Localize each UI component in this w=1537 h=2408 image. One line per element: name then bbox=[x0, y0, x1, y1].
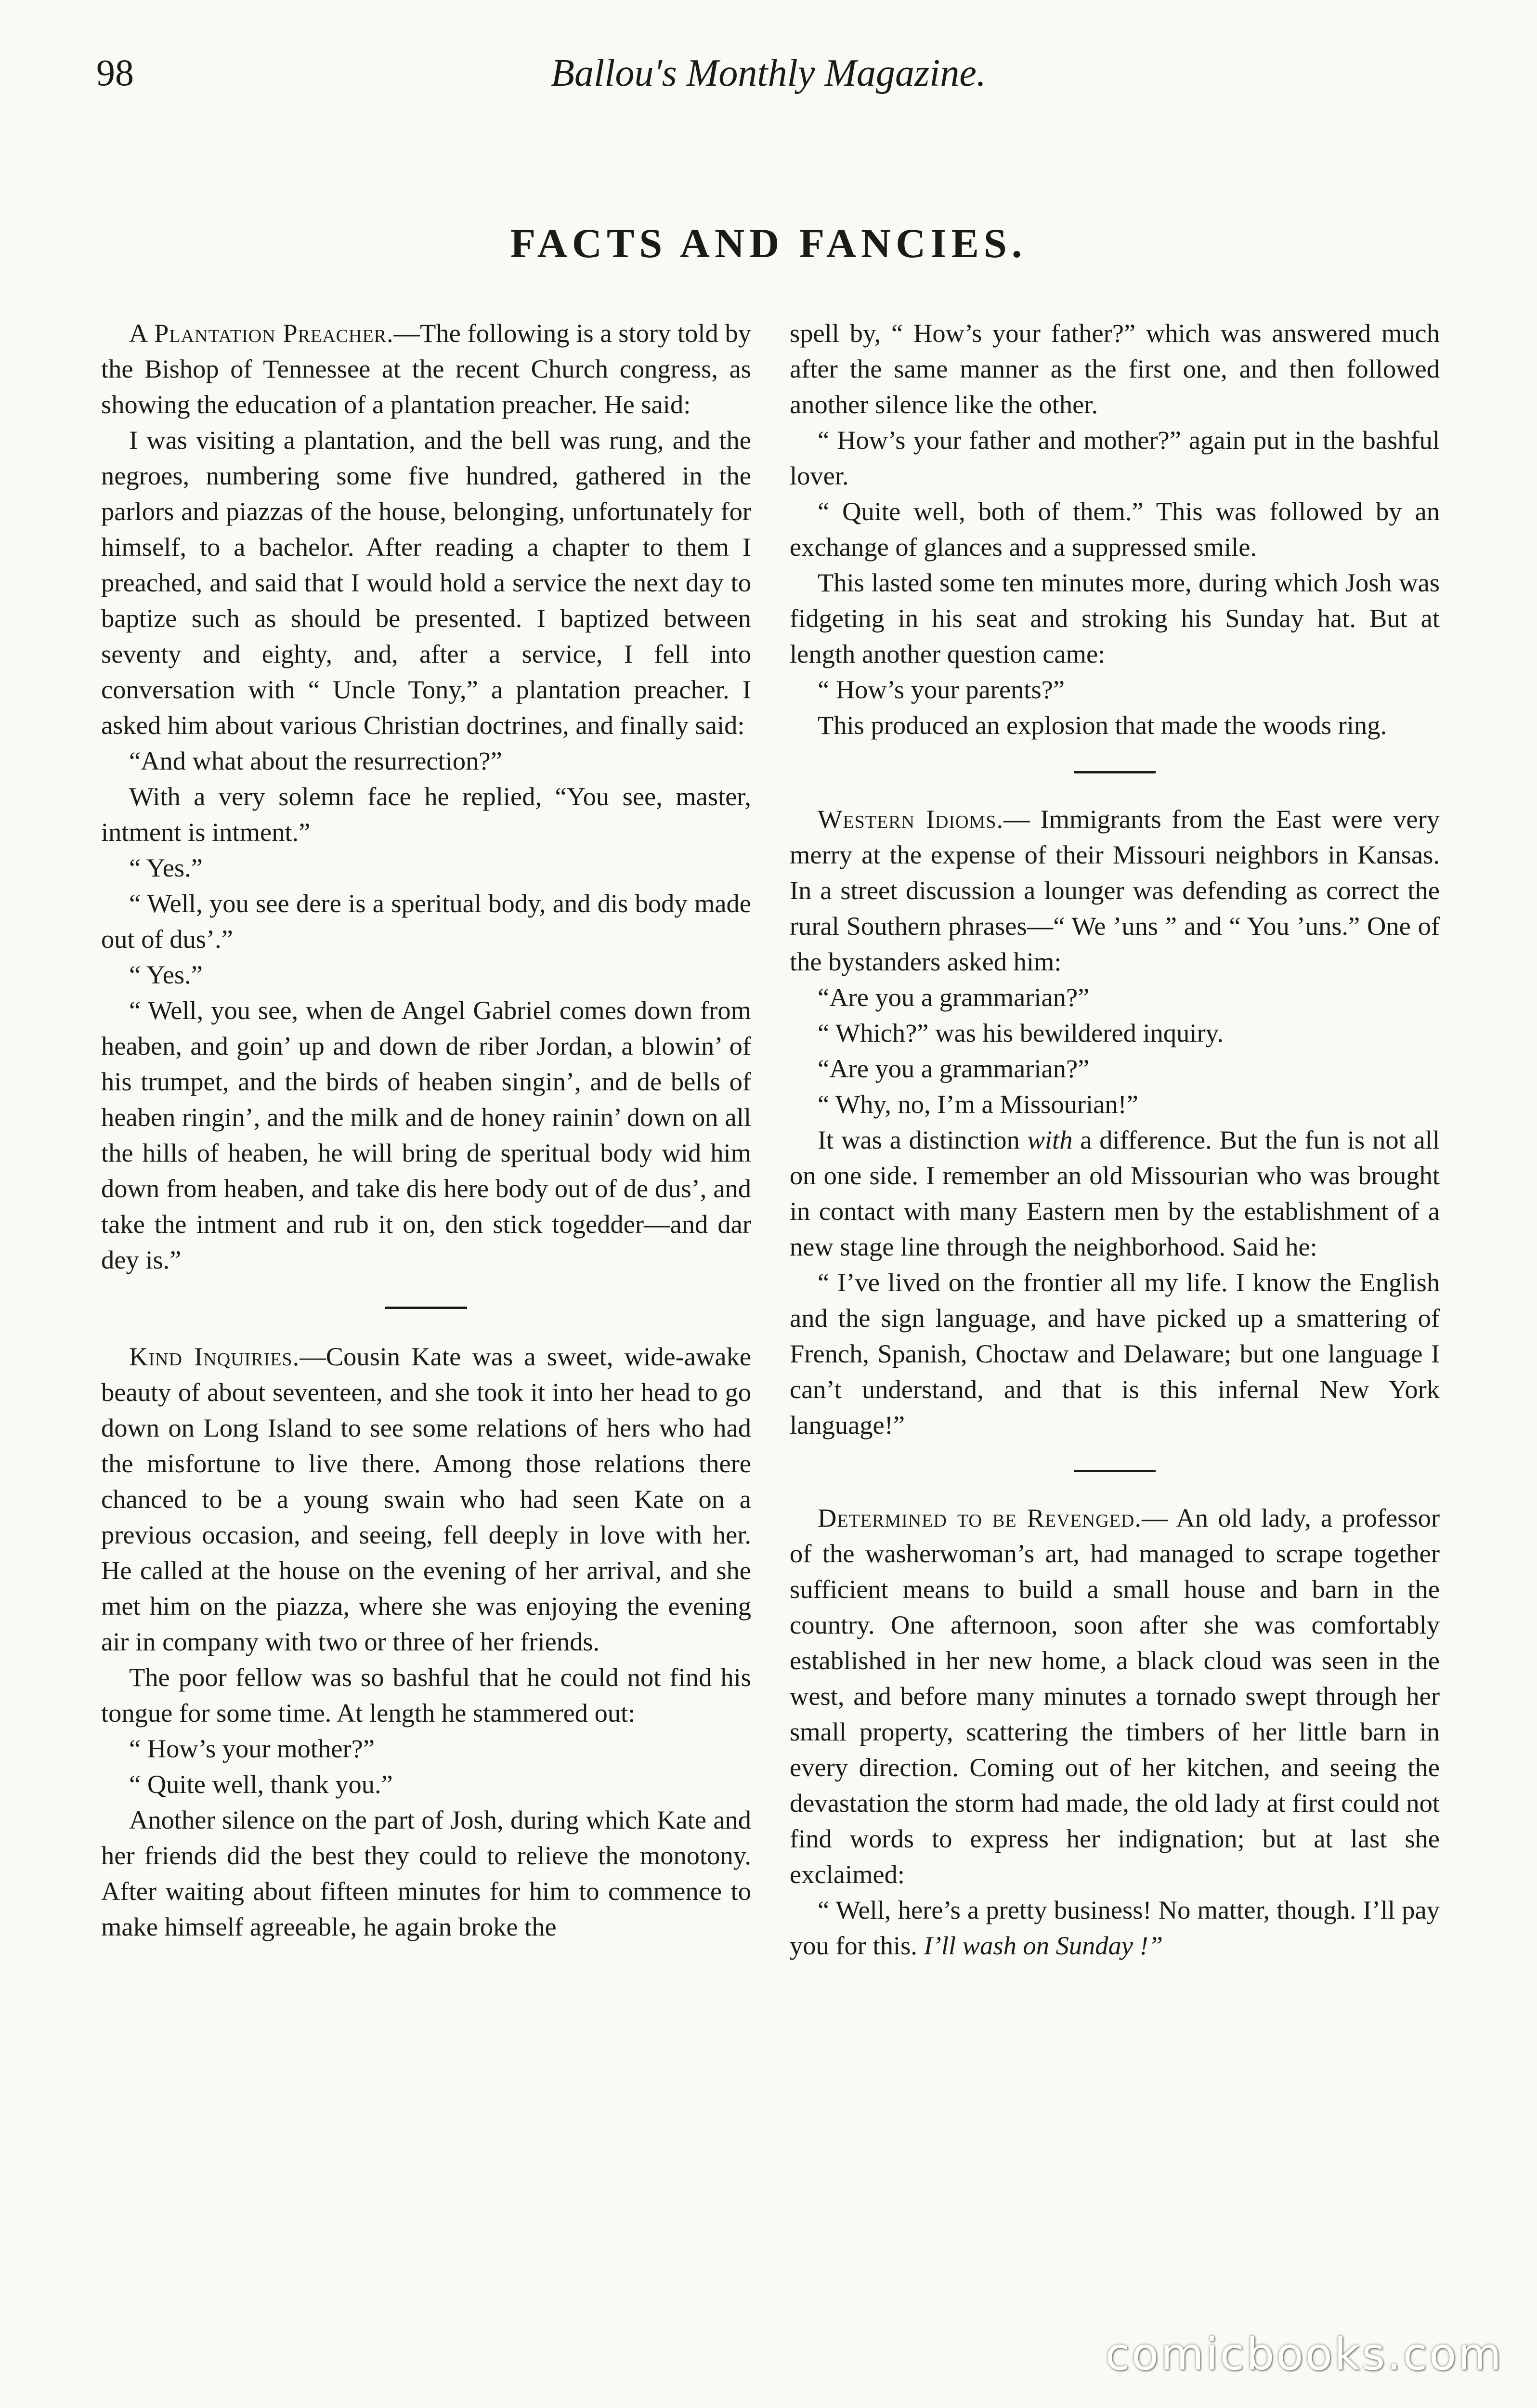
text-run: a difference. But the fun is not all on one side. I remember an old Missourian who was brought in contact with many Eastern men by the establishment of a new stage line through the neighborhood. Said he: bbox=[790, 1125, 1440, 1261]
article-text: — An old lady, a professor of the washerwoman’s art, had managed to scrape together sufficient means to build a small house and barn in the country. One afternoon, soon after she was comfortably established in her new home, a black cloud was seen in the west, and before many minutes a tornado swept through her small property, scattering the timbers of her little barn in every direction. Coming out of her kitchen, and seeing the devastation the storm had made, the old lady at first could not find words to express her indignation; but at last she exclaimed: bbox=[790, 1503, 1440, 1889]
paragraph: “And what about the resurrection?” bbox=[129, 746, 502, 775]
paragraph: “ How’s your parents?” bbox=[818, 675, 1065, 704]
right-column bbox=[790, 315, 1440, 1963]
paragraph: “ Quite well, both of them.” This was followed by an exchange of glances and a suppressed smile. bbox=[790, 497, 1440, 562]
paragraph: “Are you a grammarian?” bbox=[818, 1054, 1090, 1083]
paragraph: I was visiting a plantation, and the bell was rung, and the negroes, numbering some five hundred, gathered in the parlors and piazzas of the house, belonging, unfortunately for himself, to a bachelor. After reading a chapter to them I preached, and said that I would hold a service the next day to baptize such as should be presented. I baptized between seventy and eighty, and, after a service, I fell into conversation with “ Uncle Tony,” a plantation preacher. I asked him about various Christian doctrines, and finally said: bbox=[101, 425, 751, 740]
article-heading: A Plantation Preacher. bbox=[129, 318, 394, 348]
article-plantation-preacher-intro bbox=[101, 315, 751, 422]
article-text: —Cousin Kate was a sweet, wide-awake beauty of about seventeen, and she took it into her head to go down on Long Island to see some relations of hers who had the misfortune to live there. Among those relations there chanced to be a young swain who had seen Kate on a previous occasion, and seeing, fell deeply in love with her. He called at the house on the evening of her arrival, and she met him on the piazza, where she was enjoying the evening air in company with two or three of her friends. bbox=[101, 1342, 752, 1656]
paragraph: Another silence on the part of Josh, during which Kate and her friends did the best they could to relieve the monotony. After waiting about fifteen minutes for him to commence to make himself agreeable, he again broke the bbox=[101, 1805, 751, 1941]
paragraph: The poor fellow was so bashful that he could not find his tongue for some time. At length he stammered out: bbox=[101, 1662, 751, 1727]
paragraph: This produced an explosion that made the woods ring. bbox=[818, 710, 1387, 740]
paragraph: This lasted some ten minutes more, during which Josh was fidgeting in his seat and stroking his Sunday hat. But at length another question came: bbox=[790, 568, 1440, 668]
paragraph: “ Why, no, I’m a Missourian!” bbox=[818, 1089, 1138, 1119]
section-title: FACTS AND FANCIES. bbox=[510, 220, 1027, 266]
paragraph: “ Yes.” bbox=[129, 960, 203, 989]
emphasis: I’ll wash on Sunday !” bbox=[924, 1931, 1163, 1960]
article-western-idioms-intro bbox=[790, 801, 1440, 980]
paragraph bbox=[790, 1892, 1440, 1963]
article-heading: Kind Inquiries. bbox=[129, 1342, 300, 1371]
left-column bbox=[101, 315, 751, 1945]
paragraph: “ How’s your father and mother?” again put in the bashful lover. bbox=[790, 425, 1440, 490]
text-run: “ Well, here’s a pretty business! No matter, though. I’ll pay you for this. bbox=[790, 1895, 1440, 1960]
article-text: — Immigrants from the East were very merry at the expense of their Missouri neighbors in Kansas. In a street discussion a lounger was defending as correct the rural Southern phrases—“ We ’uns ” and “ You ’uns.” One of the bystanders asked him: bbox=[790, 804, 1440, 976]
page-number: 98 bbox=[96, 52, 134, 93]
section-divider bbox=[385, 1307, 467, 1309]
paragraph: “ Yes.” bbox=[129, 853, 203, 882]
paragraph: “ Well, you see, when de Angel Gabriel comes down from heaben, and goin’ up and down de riber Jordan, a blowin’ of his trumpet, and the birds of heaben singin’, and de bells of heaben ringin’, and the milk and de honey rainin’ down on all the hills of heaben, he will bring de speritual body wid him down from heaben, and take dis here body out of de dus’, and take the intment and rub it on, den stick togedder—and dar dey is.” bbox=[101, 995, 751, 1274]
paragraph bbox=[790, 1122, 1440, 1265]
paragraph: “ Which?” was his bewildered inquiry. bbox=[818, 1018, 1224, 1047]
paragraph: “ Well, you see dere is a speritual body, and dis body made out of dus’.” bbox=[101, 889, 751, 954]
paragraph-continued: spell by, “ How’s your father?” which was answered much after the same manner as the first one, and then followed another silence like the other. bbox=[790, 318, 1440, 419]
paragraph: “ I’ve lived on the frontier all my life. I know the English and the sign language, and have picked up a smattering of French, Spanish, Choctaw and Delaware; but one language I can’t understand, and that is this infernal New York language!” bbox=[790, 1268, 1440, 1440]
text-run: It was a distinction bbox=[818, 1125, 1028, 1154]
paragraph: “ How’s your mother?” bbox=[129, 1734, 375, 1763]
section-divider bbox=[1074, 771, 1156, 773]
emphasis: with bbox=[1027, 1125, 1073, 1154]
article-determined-revenged-intro bbox=[790, 1500, 1440, 1892]
article-text: —The following is a story told by the Bishop of Tennessee at the recent Church congress, as showing the education of a plantation preacher. He said: bbox=[101, 318, 751, 419]
watermark: comicbooks.com bbox=[1105, 2329, 1503, 2380]
article-heading: Western Idioms. bbox=[818, 804, 1004, 834]
article-heading: Determined to be Revenged. bbox=[818, 1503, 1142, 1532]
section-divider bbox=[1074, 1470, 1156, 1472]
article-kind-inquiries-intro bbox=[101, 1339, 751, 1660]
paragraph: “Are you a grammarian?” bbox=[818, 982, 1090, 1012]
paragraph: With a very solemn face he replied, “You see, master, intment is intment.” bbox=[101, 782, 751, 847]
running-head: Ballou's Monthly Magazine. bbox=[551, 52, 986, 94]
paragraph: “ Quite well, thank you.” bbox=[129, 1769, 393, 1799]
